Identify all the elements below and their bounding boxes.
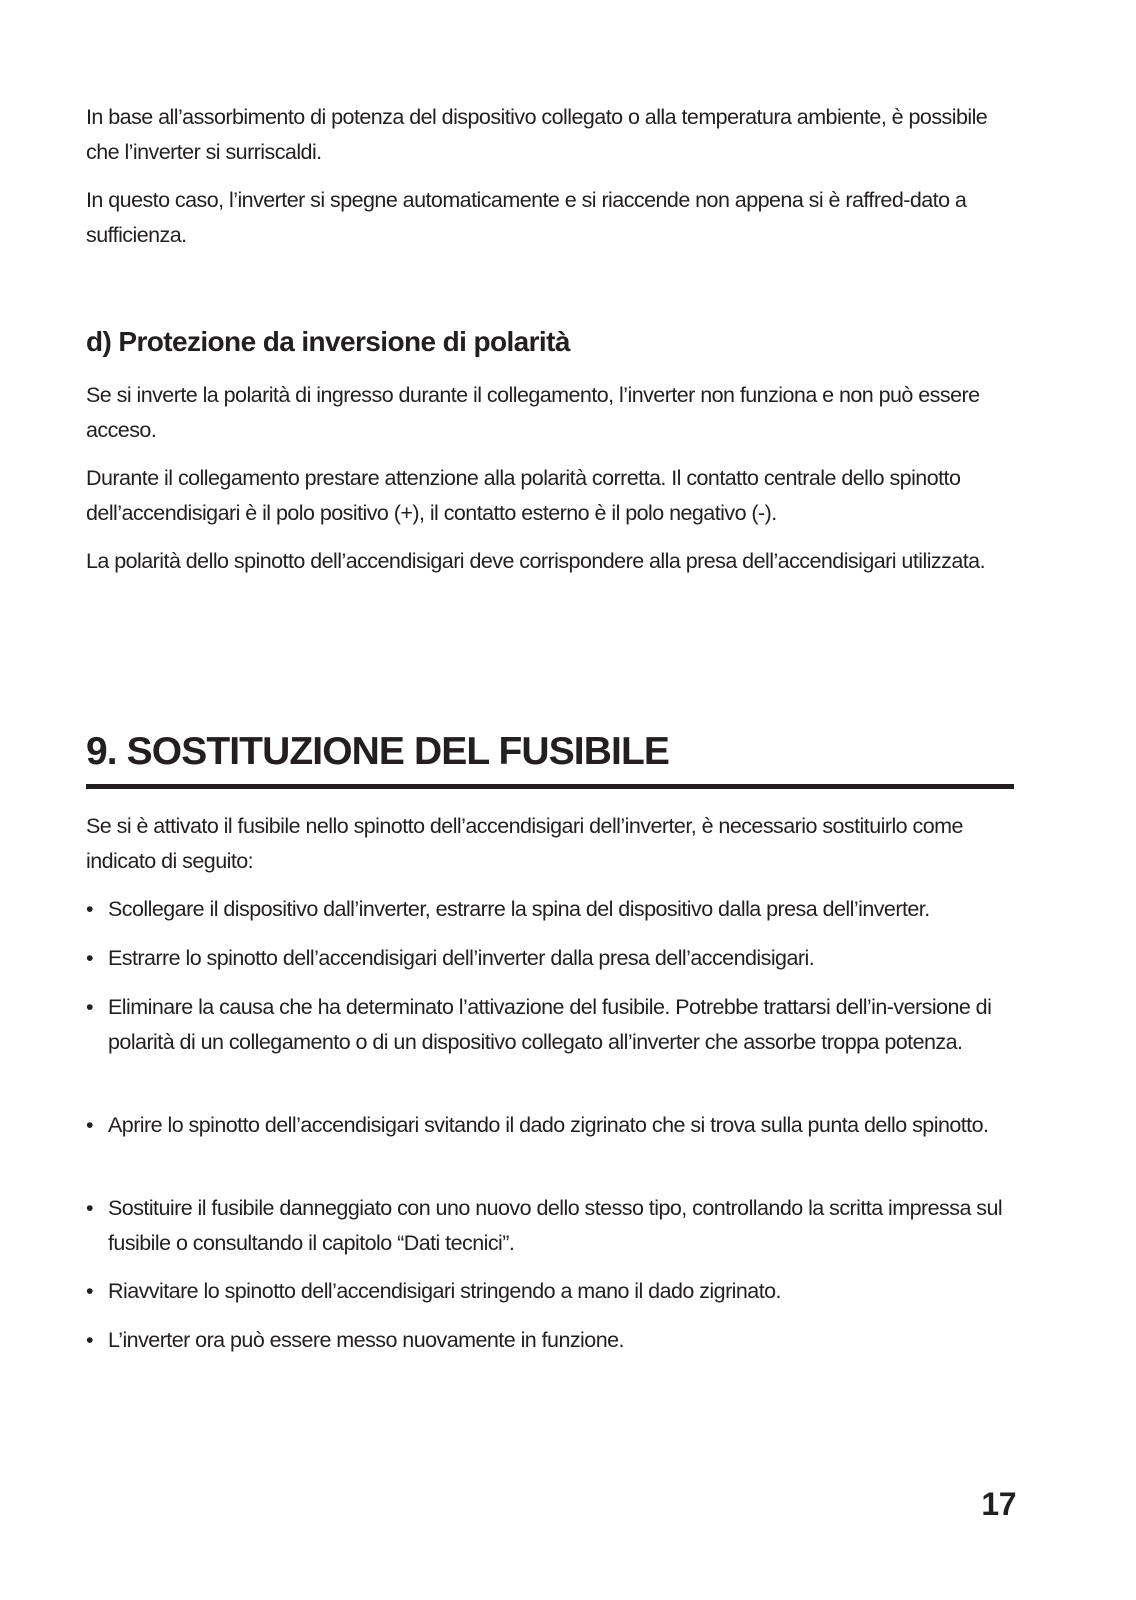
list-item: [86, 1191, 1014, 1261]
list-item-text: L’inverter ora può essere messo nuovamente in funzione.: [108, 1328, 624, 1352]
bullet-icon: •: [86, 1196, 93, 1220]
bullet-icon: •: [86, 1328, 93, 1352]
section-d-paragraph-1: Se si inverte la polarità di ingresso durante il collegamento, l’inverter non funziona e non può essere acceso.: [86, 383, 980, 442]
list-item: [86, 892, 1014, 927]
bullet-icon: •: [86, 897, 93, 921]
list-item-text: Aprire lo spinotto dell’accendisigari svitando il dado zigrinato che si trova sulla punta dello spinotto.: [108, 1113, 989, 1137]
page-number: 17: [981, 1486, 1016, 1522]
chapter-intro-paragraph: Se si è attivato il fusibile nello spinotto dell’accendisigari dell’inverter, è necessario sostituirlo come indicato di seguito:: [86, 814, 963, 873]
list-item-text: Estrarre lo spinotto dell’accendisigari dell’inverter dalla presa dell’accendisigari.: [108, 946, 815, 970]
list-item-text: Sostituire il fusibile danneggiato con uno nuovo dello stesso tipo, controllando la scritta impressa sul fusibile o consultando il capitolo “Dati tecnici”.: [108, 1196, 1003, 1255]
list-item: [86, 990, 1014, 1060]
chapter-heading: 9. SOSTITUZIONE DEL FUSIBILE: [86, 730, 669, 773]
list-item-text: Eliminare la causa che ha determinato l’attivazione del fusibile. Potrebbe trattarsi dell’in-versione di polarità di un collegamento o di un dispositivo collegato all’inverter che assorbe troppa potenza.: [108, 995, 992, 1054]
section-d-paragraph-3: La polarità dello spinotto dell’accendisigari deve corrispondere alla presa dell’accendisigari utilizzata.: [86, 549, 985, 573]
list-item: [86, 1108, 1014, 1143]
bullet-icon: •: [86, 995, 93, 1019]
list-item: [86, 1323, 1014, 1358]
section-d-heading: d) Protezione da inversione di polarità: [86, 326, 570, 357]
intro-paragraph-2: In questo caso, l’inverter si spegne automaticamente e si riaccende non appena si è raffred-dato a sufficienza.: [86, 188, 967, 247]
bullet-icon: •: [86, 1113, 93, 1137]
section-d-paragraph-2: Durante il collegamento prestare attenzione alla polarità corretta. Il contatto centrale dello spinotto dell’accendisigari è il polo positivo (+), il contatto esterno è il polo negativo (-).: [86, 466, 961, 525]
intro-paragraph-1: In base all’assorbimento di potenza del dispositivo collegato o alla temperatura ambiente, è possibile che l’inverter si surriscaldi.: [86, 105, 988, 164]
heading-rule: [86, 784, 1014, 789]
list-item-text: Scollegare il dispositivo dall’inverter, estrarre la spina del dispositivo dalla presa dell’inverter.: [108, 897, 930, 921]
bullet-icon: •: [86, 1279, 93, 1303]
list-item: [86, 1274, 1014, 1309]
list-item-text: Riavvitare lo spinotto dell’accendisigari stringendo a mano il dado zigrinato.: [108, 1279, 781, 1303]
bullet-icon: •: [86, 946, 93, 970]
list-item: [86, 941, 1014, 976]
